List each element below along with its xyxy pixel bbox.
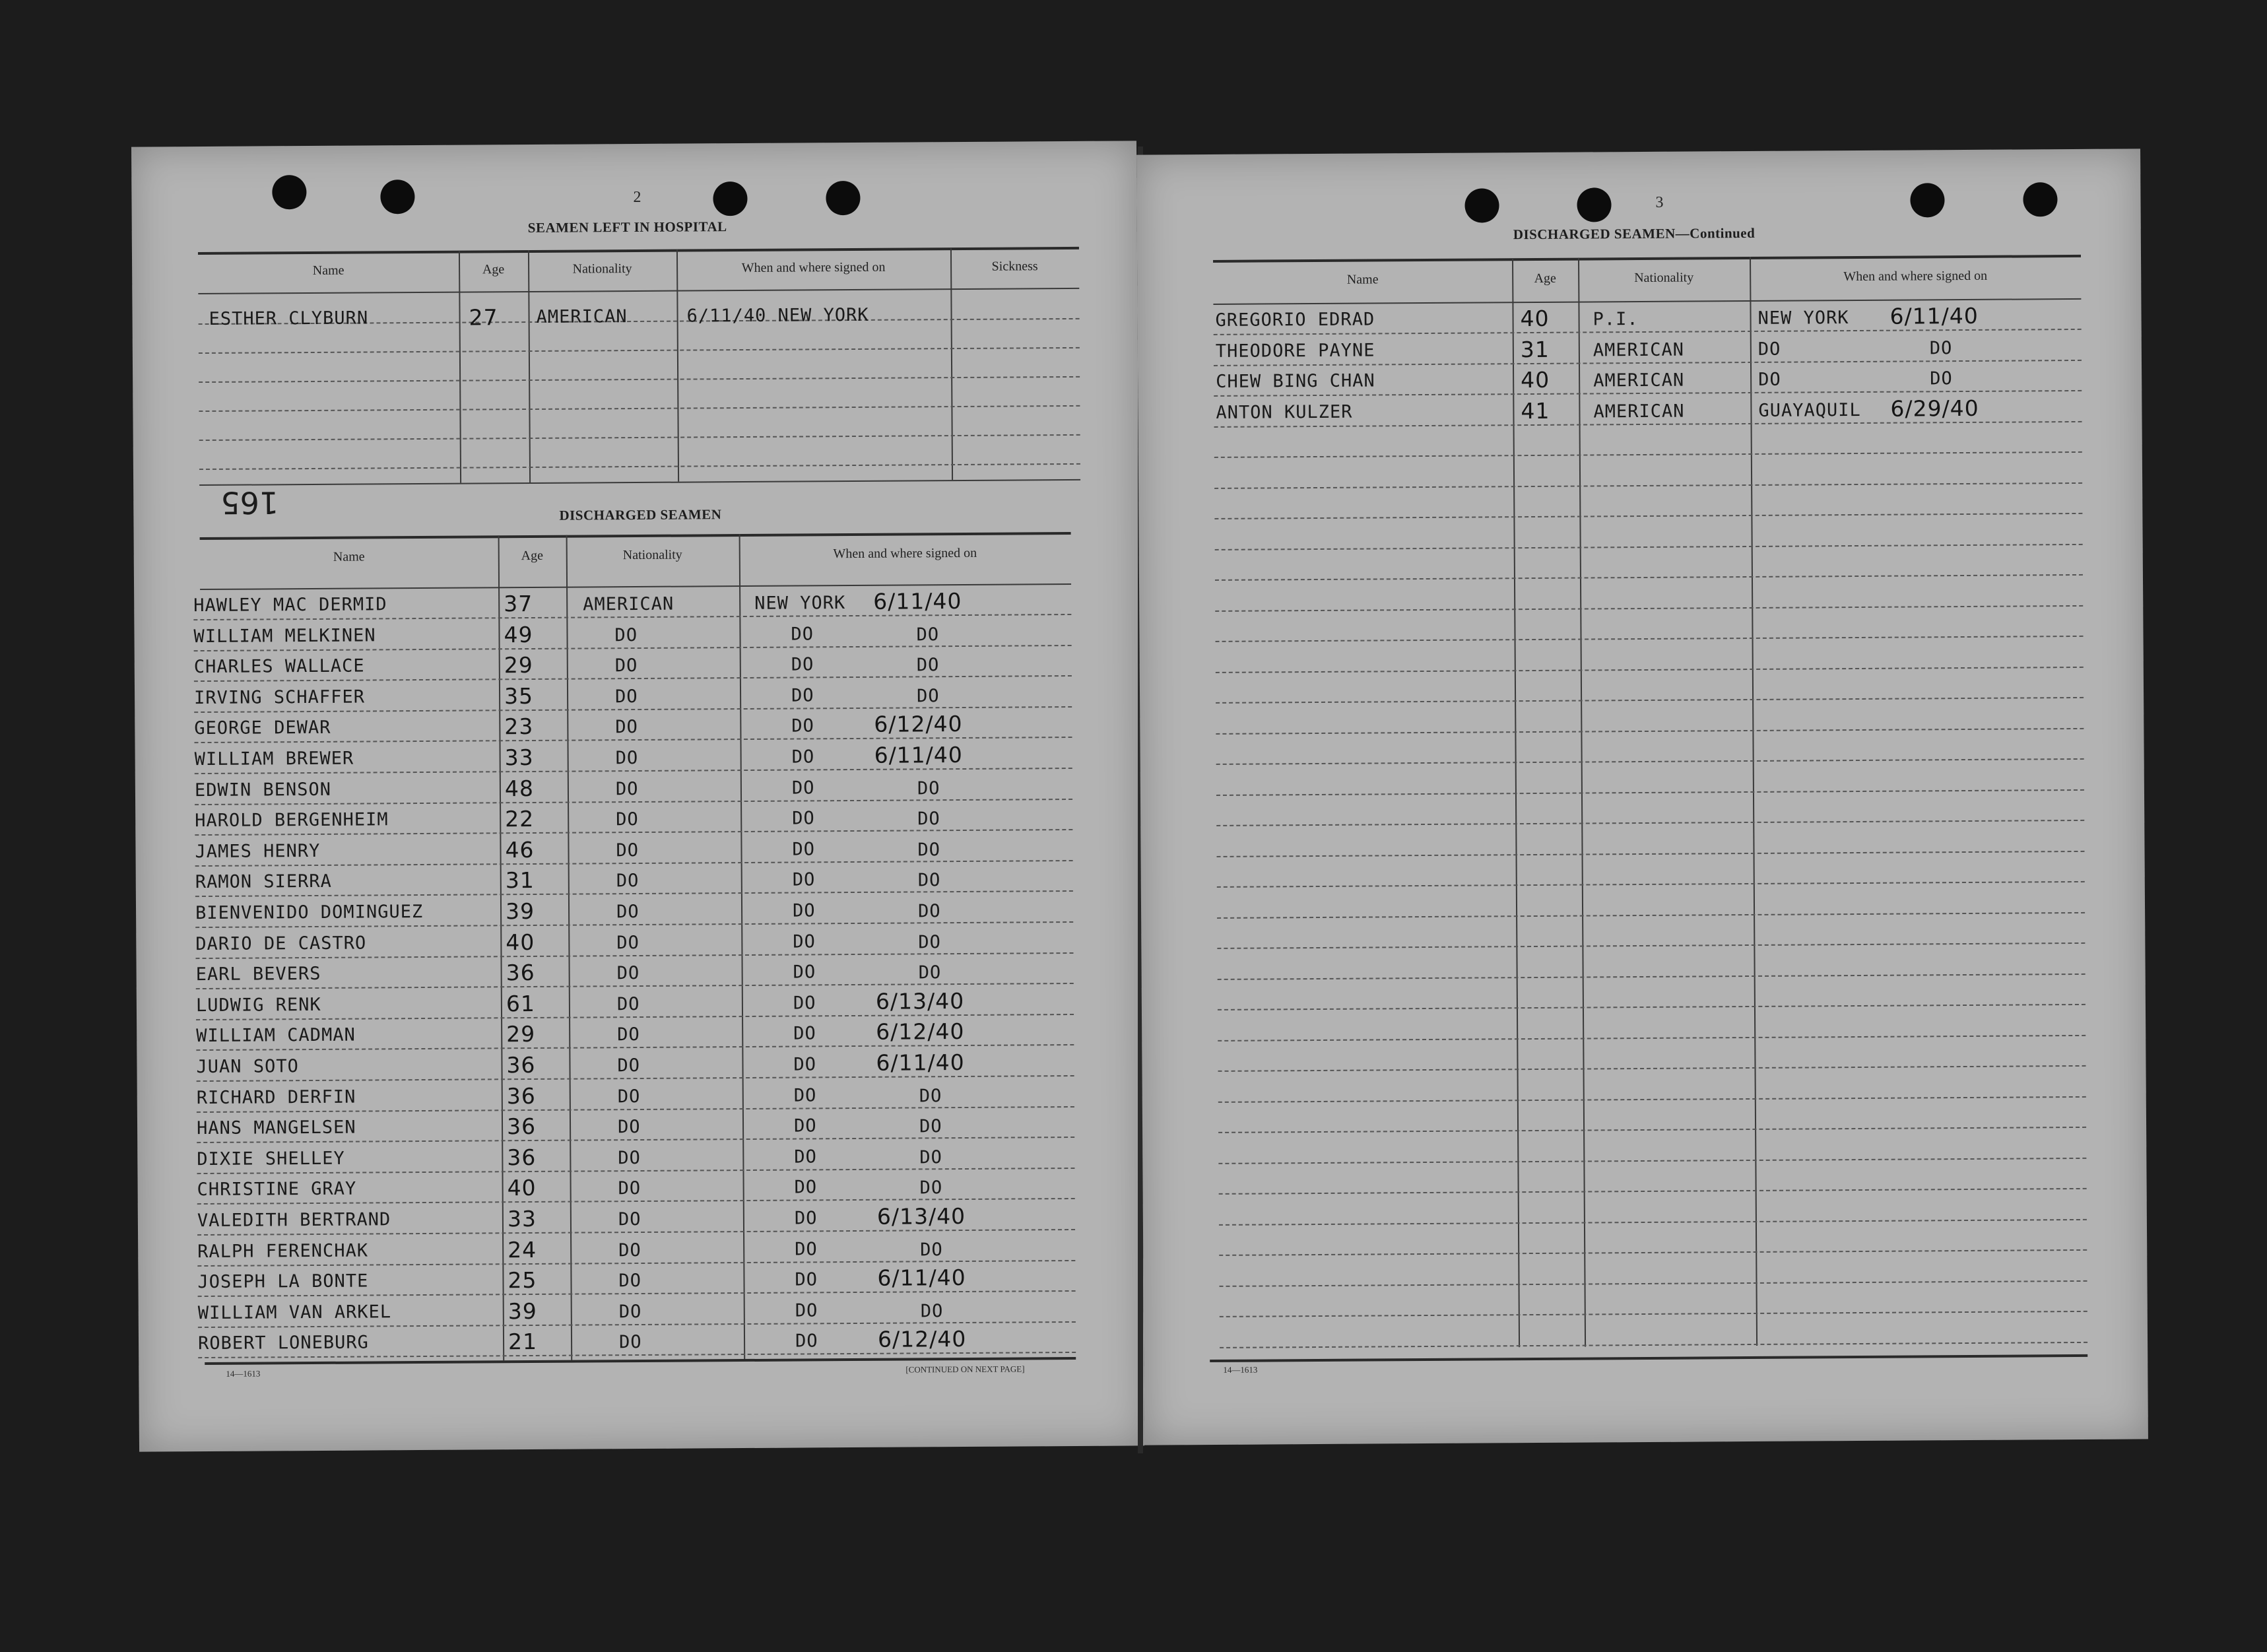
seaman-nationality: DO — [618, 1270, 642, 1292]
seaman-age: 31 — [505, 867, 535, 894]
seaman-age: 33 — [507, 1205, 537, 1232]
signed-on-place: DO — [791, 715, 814, 737]
signed-on-date: DO — [917, 840, 941, 861]
signed-on-date: DO — [916, 655, 940, 676]
signed-on-date: 6/13/40 — [875, 987, 965, 1014]
row-rule — [1218, 1096, 2086, 1103]
row-rule — [1216, 758, 2084, 765]
signed-on-place: DO — [791, 654, 814, 675]
punch-hole — [380, 180, 414, 214]
seaman-name: JUAN SOTO — [196, 1056, 299, 1078]
seaman-name: HAWLEY MAC DERMID — [193, 594, 387, 616]
seaman-nationality: DO — [617, 1024, 640, 1045]
seaman-nationality: DO — [617, 1116, 641, 1138]
seaman-nationality: DO — [616, 870, 640, 892]
seaman-nationality: DO — [618, 1208, 641, 1230]
punch-hole — [826, 181, 860, 215]
signed-on-place: DO — [792, 869, 816, 890]
signed-on-date: DO — [919, 1086, 942, 1107]
row-rule — [197, 1075, 1074, 1082]
seaman-name: ROBERT LONEBURG — [197, 1332, 369, 1354]
seaman-nationality: DO — [616, 840, 640, 861]
signed-on-date: 6/11/40 — [877, 1264, 966, 1291]
signed-on-date: DO — [916, 686, 940, 707]
signed-on-date: DO — [917, 809, 940, 830]
row-rule — [1219, 1219, 2087, 1226]
seaman-nationality: DO — [615, 716, 638, 738]
seaman-age: 22 — [505, 805, 535, 832]
form-number: 14—1613 — [226, 1368, 261, 1379]
seaman-nationality: P.I. — [1593, 309, 1639, 330]
row-rule — [1219, 1249, 2087, 1256]
row-rule — [1214, 513, 2082, 519]
seaman-nationality: DO — [616, 962, 640, 984]
seaman-age: 36 — [506, 1082, 536, 1109]
page-number: 2 — [633, 188, 641, 207]
header-name: Name — [333, 549, 365, 564]
seaman-name: VALEDITH BERTRAND — [197, 1209, 391, 1232]
signed-on-date: 6/12/40 — [876, 1018, 965, 1045]
seaman-nationality: AMERICAN — [583, 593, 674, 615]
header-signed-on: When and where signed on — [741, 259, 886, 276]
header-nationality: Nationality — [622, 547, 682, 563]
hospital-section-title: SEAMEN LEFT IN HOSPITAL — [527, 218, 727, 236]
seaman-age: 40 — [507, 1174, 537, 1201]
seaman-name: WILLIAM MELKINEN — [193, 625, 376, 647]
seaman-name: DARIO DE CASTRO — [195, 933, 367, 955]
seaman-nationality: DO — [618, 1177, 641, 1199]
row-rule — [1217, 912, 2085, 919]
row-rule — [1218, 974, 2086, 980]
header-signed-on: When and where signed on — [833, 545, 977, 562]
seaman-name: BIENVENIDO DOMINGUEZ — [195, 901, 424, 924]
seaman-age: 36 — [506, 959, 535, 986]
signed-on-place: DO — [795, 1331, 818, 1352]
signed-on-place: DO — [791, 685, 814, 706]
seaman-nationality: DO — [618, 1239, 641, 1261]
seaman-name: HAROLD BERGENHEIM — [195, 809, 389, 832]
row-rule — [1215, 544, 2083, 550]
header-sickness: Sickness — [991, 259, 1038, 274]
punch-hole — [272, 175, 306, 209]
seaman-nationality: DO — [618, 1331, 642, 1353]
seaman-name: WILLIAM BREWER — [194, 748, 354, 770]
seaman-age: 49 — [504, 621, 533, 648]
signed-on-date: DO — [920, 1301, 944, 1322]
signed-on-place: DO — [792, 839, 816, 860]
seaman-age: 41 — [1521, 397, 1550, 424]
signed-on-place: DO — [794, 1146, 817, 1168]
signed-on-date: DO — [1929, 338, 1953, 359]
seaman-nationality: AMERICAN — [1593, 339, 1685, 361]
seaman-name: EDWIN BENSON — [194, 779, 332, 801]
seaman-nationality: DO — [617, 1055, 641, 1076]
signed-on-place: GUAYAQUIL — [1758, 399, 1861, 421]
signed-on-place: DO — [791, 746, 815, 768]
hospital-name: ESTHER CLYBURN — [209, 308, 369, 329]
signed-on-place: DO — [792, 900, 816, 921]
signed-on-place: DO — [793, 1054, 817, 1075]
header-name: Name — [312, 263, 345, 278]
header-name: Name — [1346, 272, 1379, 287]
signed-on-date: DO — [919, 1177, 943, 1199]
row-rule — [1220, 1280, 2087, 1287]
signed-on-place: DO — [1758, 369, 1781, 390]
left-page — [131, 141, 1144, 1451]
signed-on-date: DO — [917, 778, 940, 799]
right-page — [1136, 149, 2148, 1445]
seaman-name: ANTON KULZER — [1216, 401, 1353, 423]
seaman-age: 61 — [506, 990, 536, 1017]
row-rule — [1215, 605, 2083, 612]
signed-on-place: DO — [795, 1239, 818, 1260]
seaman-age: 23 — [504, 713, 534, 740]
signed-on-date: DO — [1930, 368, 1953, 389]
row-rule — [1214, 482, 2082, 489]
signed-on-place: DO — [795, 1300, 818, 1321]
seaman-name: RICHARD DERFIN — [196, 1086, 356, 1109]
seaman-name: GEORGE DEWAR — [194, 717, 331, 739]
signed-on-date: DO — [920, 1239, 943, 1261]
seaman-name: DIXIE SHELLEY — [197, 1148, 345, 1170]
signed-on-date: DO — [918, 962, 942, 983]
signed-on-date: DO — [919, 1116, 942, 1137]
punch-hole — [1464, 188, 1499, 222]
header-age: Age — [521, 548, 543, 564]
continued-note: [CONTINUED ON NEXT PAGE] — [905, 1364, 1025, 1375]
seaman-nationality: DO — [614, 655, 638, 677]
signed-on-date: 6/11/40 — [874, 741, 963, 768]
seaman-age: 33 — [504, 744, 534, 771]
seaman-name: EARL BEVERS — [195, 963, 321, 985]
seaman-nationality: DO — [616, 993, 640, 1015]
seaman-name: WILLIAM VAN ARKEL — [197, 1302, 392, 1324]
seaman-name: HANS MANGELSEN — [196, 1117, 356, 1139]
signed-on-date: 6/12/40 — [874, 710, 963, 737]
signed-on-place: DO — [1758, 339, 1781, 360]
signed-on-place: DO — [795, 1269, 818, 1290]
signed-on-place: DO — [793, 931, 816, 952]
seaman-age: 40 — [506, 929, 535, 956]
header-nationality: Nationality — [572, 261, 632, 277]
seaman-name: RAMON SIERRA — [195, 871, 332, 893]
row-rule — [1220, 1342, 2087, 1348]
seaman-age: 35 — [504, 682, 534, 710]
seaman-nationality: DO — [615, 778, 639, 800]
seaman-name: CHRISTINE GRAY — [197, 1178, 357, 1201]
signed-on-place: DO — [793, 962, 816, 983]
row-rule — [1217, 881, 2085, 888]
seaman-name: JOSEPH LA BONTE — [197, 1271, 369, 1293]
hospital-nationality: AMERICAN — [536, 306, 628, 327]
row-rule — [1216, 636, 2084, 642]
seaman-nationality: AMERICAN — [1593, 401, 1685, 422]
seaman-name: RALPH FERENCHAK — [197, 1240, 369, 1263]
seaman-age: 29 — [504, 651, 533, 678]
seaman-name: CHARLES WALLACE — [193, 655, 365, 678]
seaman-age: 46 — [505, 836, 535, 863]
seaman-nationality: DO — [616, 809, 639, 830]
seaman-age: 40 — [1521, 366, 1550, 393]
seaman-name: THEODORE PAYNE — [1215, 340, 1375, 362]
punch-hole — [713, 182, 747, 216]
signed-on-date: DO — [917, 870, 941, 891]
seaman-age: 36 — [507, 1144, 537, 1171]
seaman-age: 36 — [506, 1051, 536, 1078]
signed-on-date: DO — [916, 624, 940, 645]
signed-on-date: DO — [919, 1147, 942, 1168]
header-nationality: Nationality — [1634, 270, 1694, 286]
page-number: 3 — [1655, 193, 1664, 211]
seaman-name: LUDWIG RENK — [195, 994, 321, 1016]
seaman-nationality: DO — [618, 1301, 642, 1323]
signed-on-place: DO — [793, 1023, 816, 1044]
seaman-name: CHEW BING CHAN — [1216, 370, 1375, 392]
row-rule — [1216, 697, 2084, 704]
signed-on-place: DO — [791, 624, 814, 645]
seaman-age: 29 — [506, 1020, 536, 1047]
seaman-age: 39 — [505, 898, 535, 925]
seaman-nationality: DO — [616, 932, 640, 954]
signed-on-date: DO — [917, 901, 941, 922]
header-age: Age — [1534, 271, 1556, 286]
row-rule — [1216, 667, 2084, 673]
signed-on-date: 6/13/40 — [876, 1203, 966, 1230]
signed-on-date: 6/12/40 — [877, 1325, 967, 1352]
signed-on-place: DO — [794, 1177, 818, 1198]
discharged-continued-title: DISCHARGED SEAMEN—Continued — [1513, 224, 1756, 243]
punch-hole — [1577, 187, 1611, 222]
seaman-nationality: DO — [617, 1086, 641, 1107]
seaman-age: 39 — [508, 1298, 537, 1325]
signed-on-place: NEW YORK — [1758, 308, 1849, 329]
signed-on-place: DO — [793, 993, 816, 1014]
signed-on-place: DO — [791, 777, 815, 799]
row-rule — [1218, 1127, 2086, 1133]
row-rule — [1218, 1065, 2086, 1072]
row-rule — [1217, 851, 2085, 857]
seaman-nationality: AMERICAN — [1593, 370, 1685, 391]
seaman-age: 37 — [504, 590, 533, 617]
row-rule — [1219, 1188, 2087, 1195]
punch-hole — [1910, 183, 1944, 217]
header-age: Age — [482, 262, 505, 277]
seaman-nationality: DO — [614, 686, 638, 708]
row-rule — [1215, 574, 2083, 581]
signed-on-date: 6/11/40 — [873, 587, 962, 614]
seaman-age: 25 — [508, 1267, 537, 1294]
seaman-age: 40 — [1520, 305, 1550, 332]
row-rule — [1218, 1004, 2086, 1010]
hospital-signed-on: 6/11/40 NEW YORK — [686, 304, 869, 327]
signed-on-date: 6/11/40 — [1889, 302, 1979, 329]
seaman-name: GREGORIO EDRAD — [1215, 309, 1375, 331]
signed-on-date: DO — [918, 932, 941, 953]
row-rule — [1216, 728, 2084, 735]
seaman-age: 36 — [506, 1113, 537, 1140]
seaman-age: 24 — [508, 1236, 537, 1263]
seaman-nationality: DO — [618, 1147, 641, 1169]
signed-on-place: DO — [793, 1115, 817, 1137]
row-rule — [1217, 942, 2085, 949]
punch-hole — [2023, 182, 2057, 216]
discharged-section-title: DISCHARGED SEAMEN — [559, 506, 722, 523]
seaman-name: WILLIAM CADMAN — [196, 1024, 356, 1047]
seaman-age: 31 — [1520, 336, 1550, 363]
stamp-number: 165 — [220, 484, 279, 521]
form-number: 14—1613 — [1223, 1364, 1258, 1375]
signed-on-place: NEW YORK — [754, 593, 846, 614]
signed-on-date: 6/11/40 — [876, 1049, 965, 1076]
header-signed-on: When and where signed on — [1843, 268, 1988, 284]
row-rule — [195, 860, 1073, 867]
row-rule — [1216, 820, 2084, 826]
signed-on-place: DO — [794, 1208, 818, 1229]
seaman-age: 21 — [508, 1328, 538, 1355]
seaman-name: IRVING SCHAFFER — [193, 686, 366, 709]
seaman-nationality: DO — [614, 624, 638, 646]
row-rule — [1220, 1311, 2087, 1317]
row-rule — [1214, 451, 2082, 458]
signed-on-place: DO — [793, 1085, 817, 1106]
row-rule — [1218, 1035, 2086, 1041]
signed-on-place: DO — [792, 808, 815, 829]
hospital-age: 27 — [469, 304, 498, 331]
row-rule — [1218, 1158, 2086, 1164]
seaman-age: 48 — [504, 775, 535, 802]
row-rule — [1216, 789, 2084, 796]
seaman-nationality: DO — [615, 747, 639, 769]
signed-on-date: 6/29/40 — [1890, 395, 1979, 422]
seaman-nationality: DO — [616, 901, 640, 923]
seaman-name: JAMES HENRY — [195, 840, 321, 863]
